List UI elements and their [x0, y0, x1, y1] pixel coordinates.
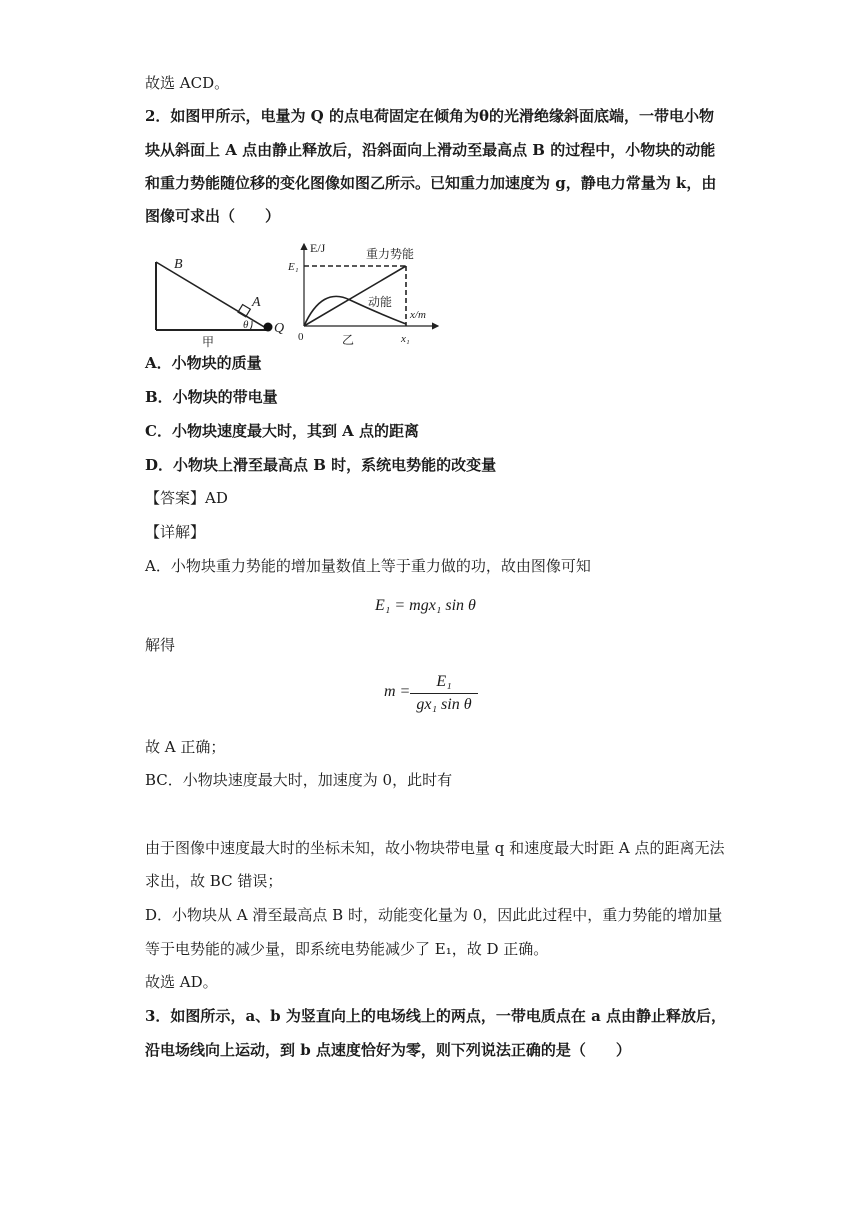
fraction-numerator: E₁ [436, 673, 452, 690]
equation-1: E₁ = mgx₁ sin θ [375, 597, 476, 614]
text-line: 故选 ACD。 [145, 74, 230, 92]
answer-line: 【答案】AD [145, 489, 228, 507]
kinetic-energy-label: 动能 [368, 295, 393, 309]
figure-yi [282, 236, 442, 348]
explanation-line: BC．小物块速度最大时，加速度为 0，此时有 [145, 771, 453, 789]
explanation-line: D．小物块从 A 滑至最高点 B 时，动能变化量为 0，因此此过程中，重力势能的增加量 [145, 906, 723, 924]
explanation-line: 等于电势能的减少量，即系统电势能减少了 E₁，故 D 正确。 [145, 940, 549, 958]
caption-yi: 乙 [342, 333, 355, 347]
fraction-denominator: gx₁ sin θ [416, 696, 472, 713]
label-theta: θ [243, 319, 249, 331]
question-3-line: 3．如图所示，a、b 为竖直向上的电场线上的两点，一带电质点在 a 点由静止释放后， [145, 1007, 727, 1025]
option-d: D．小物块上滑至最高点 B 时，系统电势能的改变量 [145, 456, 497, 474]
explanation-line: 由于图像中速度最大时的坐标未知，故小物块带电量 q 和速度最大时距 A 点的距离无法 [145, 839, 725, 857]
explanation-line: 故 A 正确； [145, 738, 226, 756]
explanation-line: 故选 AD。 [145, 973, 218, 991]
label-Q: Q [274, 321, 285, 336]
explanation-line: A．小物块重力势能的增加量数值上等于重力做的功，故由图像可知 [145, 557, 591, 575]
y-axis-label: E/J [310, 241, 326, 255]
equation-2-lhs: m = [384, 683, 411, 700]
explanation-line: 求出，故 BC 错误； [145, 872, 283, 890]
detail-heading: 【详解】 [145, 523, 206, 541]
caption-jia: 甲 [202, 335, 215, 348]
potential-energy-label: 重力势能 [366, 247, 415, 261]
option-a: A．小物块的质量 [145, 354, 262, 372]
x1-label: x₁ [401, 333, 410, 345]
option-c: C．小物块速度最大时，其到 A 点的距离 [145, 422, 420, 440]
question-2-line: 和重力势能随位移的变化图像如图乙所示。已知重力加速度为 g，静电力常量为 k，由 [145, 174, 717, 192]
label-B: B [174, 257, 183, 272]
e1-label: E₁ [288, 261, 299, 273]
equation-2-fraction [410, 673, 478, 714]
origin-label: 0 [298, 331, 304, 343]
question-2-line: 块从斜面上 A 点由静止释放后，沿斜面向上滑动至最高点 B 的过程中，小物块的动能 [145, 141, 716, 159]
question-3-line: 沿电场线向上运动，到 b 点速度恰好为零，则下列说法正确的是（ ） [145, 1041, 631, 1059]
fraction-bar [410, 693, 478, 694]
question-2-line: 图像可求出（ ） [145, 207, 281, 225]
question-2-line: 2．如图甲所示，电量为 Q 的点电荷固定在倾角为θ的光滑绝缘斜面底端，一带电小物 [145, 107, 714, 125]
option-b: B．小物块的带电量 [145, 388, 278, 406]
figure-jia [148, 248, 290, 348]
label-A: A [252, 295, 261, 310]
x-axis-label: x/m [410, 309, 426, 321]
solve-line: 解得 [145, 636, 176, 654]
